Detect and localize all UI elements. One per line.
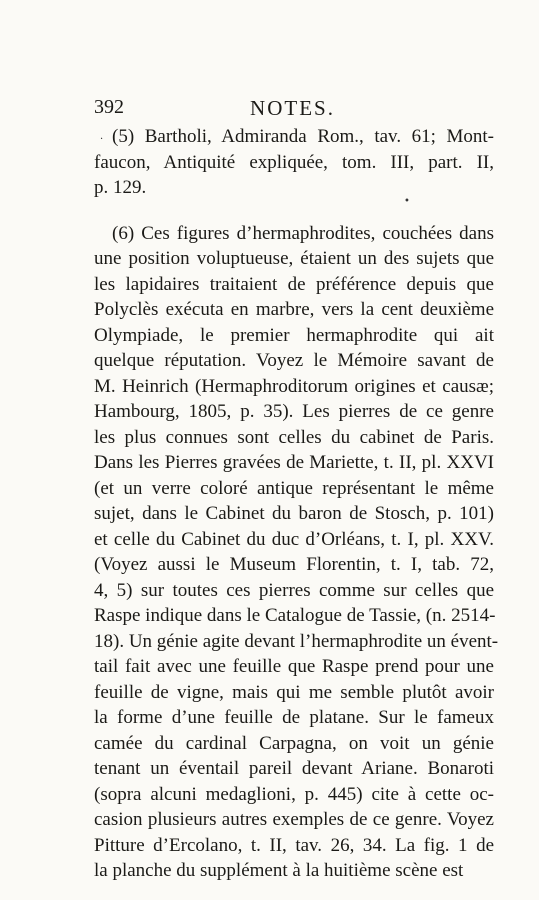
page-number: 392	[94, 96, 124, 118]
note-line: tail fait avec une feuille que Raspe prend pour une	[94, 656, 494, 677]
paragraph-gap	[94, 201, 494, 221]
note-line: (6) Ces figures d’hermaphrodites, couchées dans	[112, 222, 494, 244]
note-line: Dans les Pierres gravées de Mariette, t. II, pl. XXVI	[94, 452, 494, 473]
note-line: les plus connues sont celles du cabinet de Paris.	[94, 426, 494, 448]
note-line: M. Heinrich (Hermaphroditorum origines et causæ;	[94, 375, 494, 397]
ink-speck: •	[404, 196, 410, 207]
note-line: casion plusieurs autres exemples de ce genre. Voyez	[94, 809, 494, 830]
note-5	[94, 124, 494, 201]
note-line: Olympiade, le premier hermaphrodite qui ait	[94, 324, 494, 346]
note-line: Polyclès exécuta en marbre, vers la cent deuxième	[94, 299, 494, 320]
page-header	[94, 96, 491, 126]
note-line: (Voyez aussi le Museum Florentin, t. I, tab. 72,	[94, 554, 494, 575]
note-line: 18). Un génie agite devant l’hermaphrodite un évent-	[94, 630, 499, 652]
note-line: la forme d’une feuille de platane. Sur le fameux	[94, 707, 494, 728]
note-line: (5) Bartholi, Admiranda Rom., tav. 61; Mont-	[112, 126, 494, 147]
note-line: (et un verre coloré antique représentant le même	[94, 477, 494, 499]
ink-speck: ·	[100, 134, 104, 145]
note-line: les lapidaires traitaient de préférence depuis que	[94, 273, 494, 295]
note-6	[94, 221, 499, 884]
note-line: feuille de vigne, mais qui me semble plutôt avoir	[94, 681, 494, 703]
notes-body	[94, 124, 499, 884]
note-line: camée du cardinal Carpagna, on voit un génie	[94, 732, 494, 754]
note-line: faucon, Antiquité expliquée, tom. III, part. II,	[94, 151, 494, 173]
note-line: Pitture d’Ercolano, t. II, tav. 26, 34. La fig. 1 de	[94, 834, 494, 856]
note-line: quelque réputation. Voyez le Mémoire savant de	[94, 350, 494, 371]
note-line: tenant un éventail pareil devant Ariane. Bonaroti	[94, 758, 494, 779]
note-line: p. 129.	[94, 177, 147, 198]
note-line: la planche du supplément à la huitième scène est	[94, 860, 464, 881]
note-line: sujet, dans le Cabinet du baron de Stosch, p. 101)	[94, 503, 494, 524]
note-line: (sopra alcuni medaglioni, p. 445) cite à cette oc-	[94, 783, 494, 805]
running-title: NOTES.	[250, 96, 335, 120]
note-line: et celle du Cabinet du duc d’Orléans, t. I, pl. XXV.	[94, 528, 494, 550]
note-line: 4, 5) sur toutes ces pierres comme sur celles que	[94, 579, 494, 601]
note-line: Raspe indique dans le Catalogue de Tassie, (n. 2514-	[94, 605, 496, 626]
note-line: Hambourg, 1805, p. 35). Les pierres de ce genre	[94, 401, 494, 422]
note-line: une position voluptueuse, étaient un des sujets que	[94, 248, 494, 269]
